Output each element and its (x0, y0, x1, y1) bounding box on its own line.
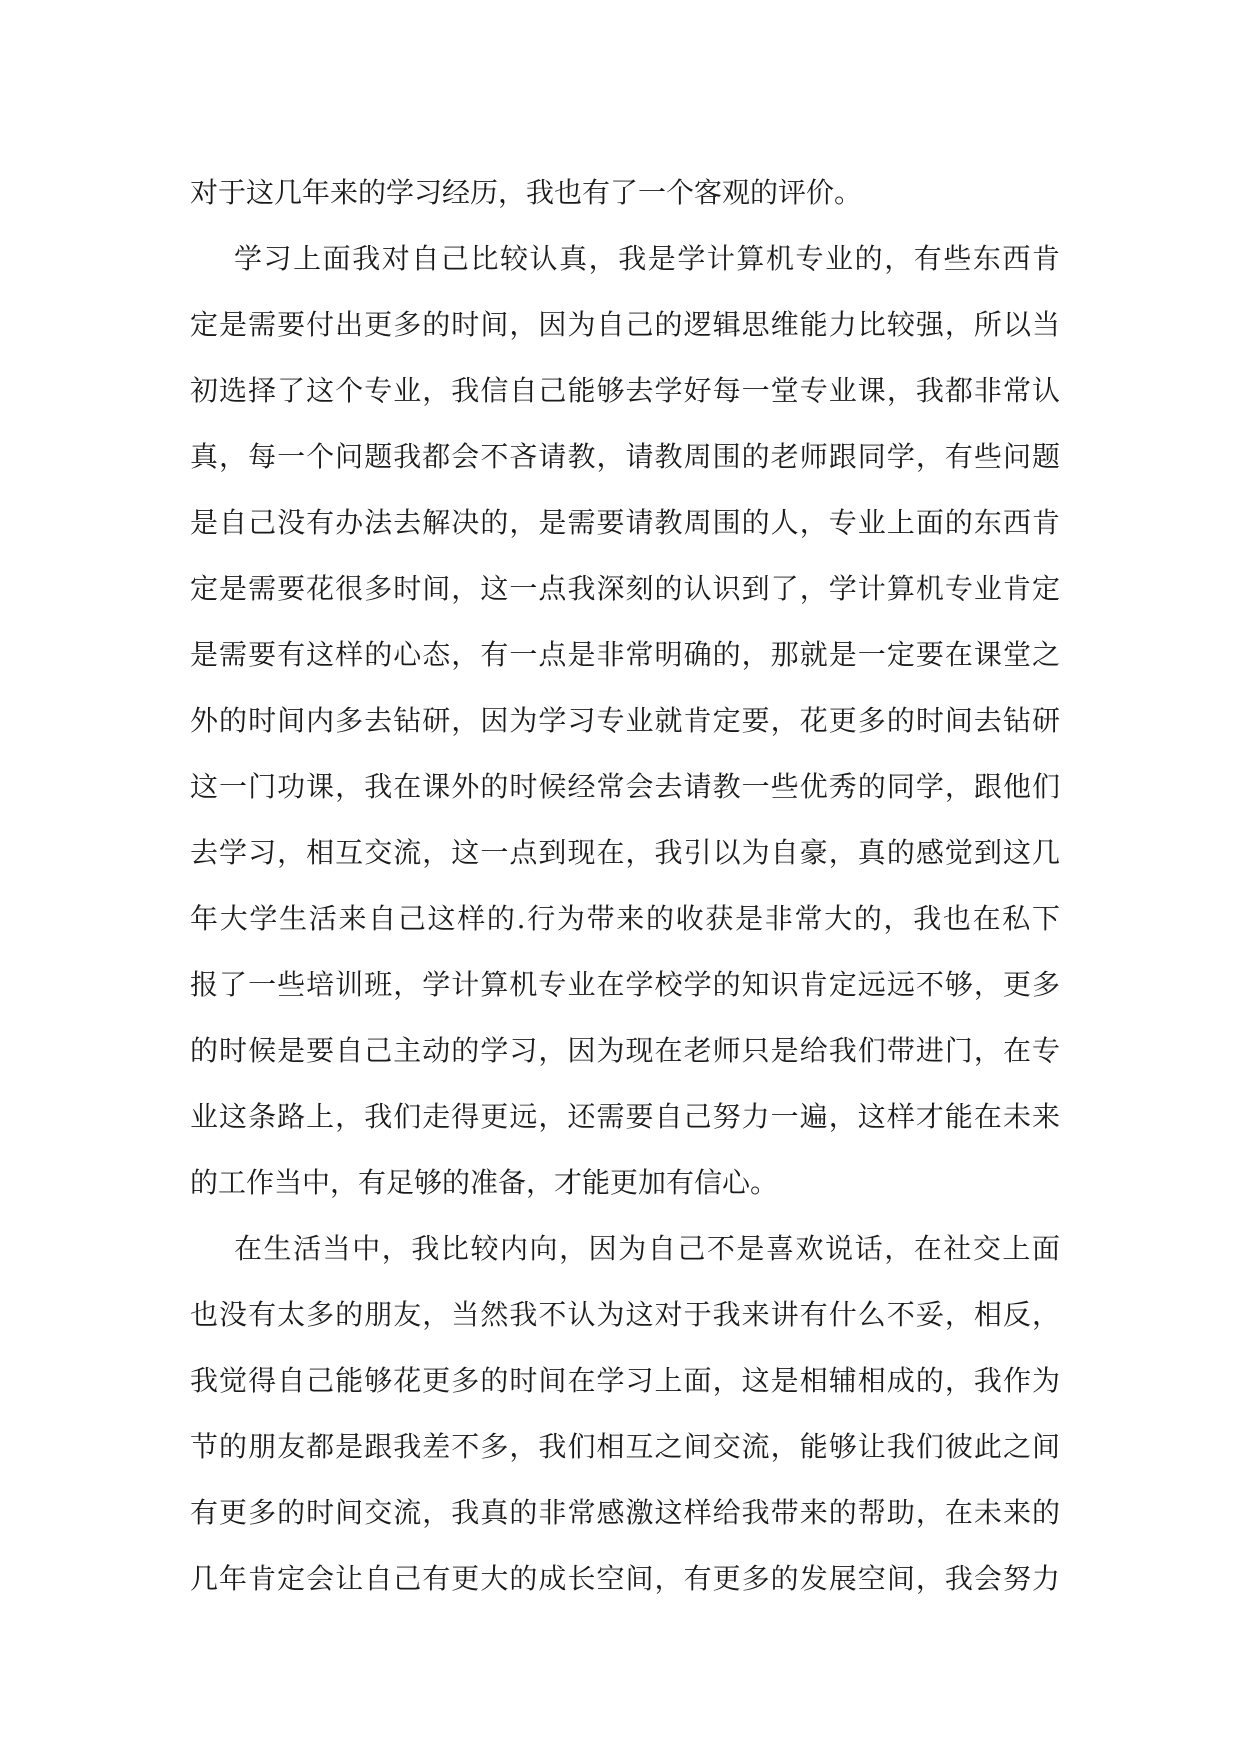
text-line: 定是需要付出更多的时间，因为自己的逻辑思维能力比较强，所以当 (190, 308, 1060, 341)
document-body (190, 160, 1060, 1612)
text-line: 有更多的时间交流，我真的非常感激这样给我带来的帮助，在未来的 (190, 1496, 1060, 1529)
text-line: 几年肯定会让自己有更大的成长空间，有更多的发展空间，我会努力 (190, 1562, 1060, 1595)
text-line: 是需要有这样的心态，有一点是非常明确的，那就是一定要在课堂之 (190, 638, 1060, 671)
text-line: 初选择了这个专业，我信自己能够去学好每一堂专业课，我都非常认 (190, 374, 1060, 407)
text-line: 业这条路上，我们走得更远，还需要自己努力一遍，这样才能在未来 (190, 1100, 1060, 1133)
text-line: 的工作当中，有足够的准备，才能更加有信心。 (190, 1166, 779, 1199)
paragraph-start-line: 学习上面我对自己比较认真，我是学计算机专业的，有些东西肯 (234, 242, 1060, 275)
text-line: 定是需要花很多时间，这一点我深刻的认识到了，学计算机专业肯定 (190, 572, 1060, 605)
text-line: 报了一些培训班，学计算机专业在学校学的知识肯定远远不够，更多 (190, 968, 1060, 1001)
text-line: 对于这几年来的学习经历，我也有了一个客观的评价。 (190, 176, 863, 209)
text-line: 也没有太多的朋友，当然我不认为这对于我来讲有什么不妥，相反， (190, 1298, 1060, 1331)
text-line: 的时候是要自己主动的学习，因为现在老师只是给我们带进门，在专 (190, 1034, 1060, 1067)
text-line: 我觉得自己能够花更多的时间在学习上面，这是相辅相成的，我作为 (190, 1364, 1060, 1397)
text-line: 是自己没有办法去解决的，是需要请教周围的人，专业上面的东西肯 (190, 506, 1060, 539)
text-line: 这一门功课，我在课外的时候经常会去请教一些优秀的同学，跟他们 (190, 770, 1060, 803)
text-line: 外的时间内多去钻研，因为学习专业就肯定要，花更多的时间去钻研 (190, 704, 1060, 737)
text-line: 去学习，相互交流，这一点到现在，我引以为自豪，真的感觉到这几 (190, 836, 1060, 869)
text-line: 节的朋友都是跟我差不多，我们相互之间交流，能够让我们彼此之间 (190, 1430, 1060, 1463)
paragraph-start-line: 在生活当中，我比较内向，因为自己不是喜欢说话，在社交上面 (234, 1232, 1060, 1265)
text-line: 真，每一个问题我都会不吝请教，请教周围的老师跟同学，有些问题 (190, 440, 1060, 473)
text-line: 年大学生活来自己这样的.行为带来的收获是非常大的，我也在私下 (190, 902, 1060, 935)
